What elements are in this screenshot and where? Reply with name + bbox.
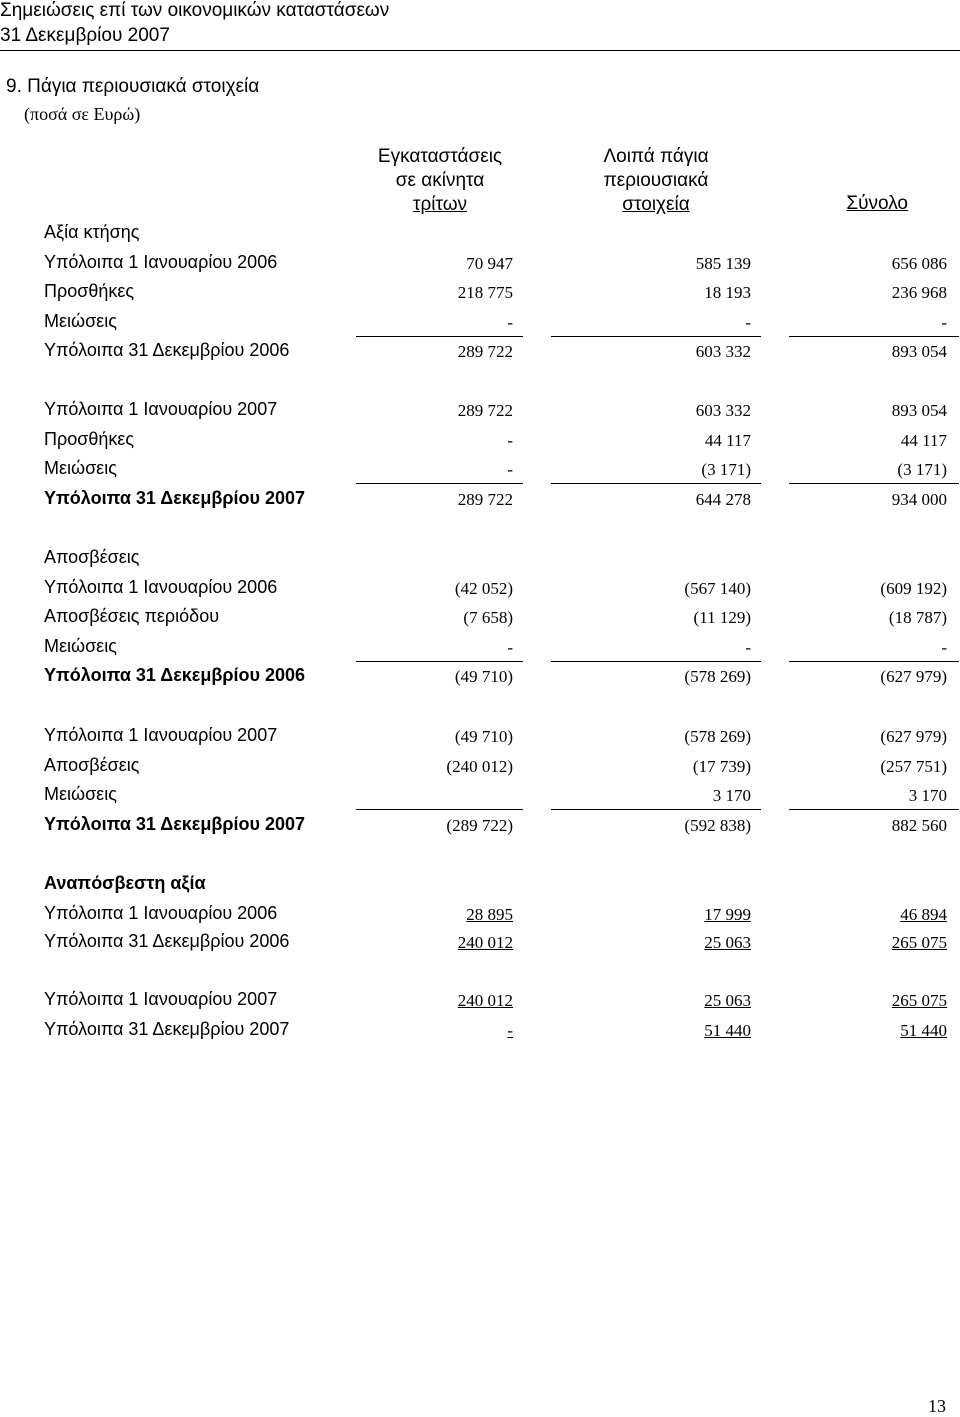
cell-c2: - [745,313,751,332]
cell-c2: (567 140) [684,579,751,598]
row-label: Υπόλοιπα 1 Ιανουαρίου 2007 [44,989,278,1009]
cell-c1: (240 012) [446,757,513,776]
cell-c2: 51 440 [704,1021,751,1040]
cell-c3: 44 117 [900,431,947,450]
cell-c1: (289 722) [446,816,513,835]
cell-c3: (18 787) [888,608,947,627]
table-row [0,1019,960,1045]
cell-c2: 44 117 [704,431,751,450]
row-label: Μειώσεις [44,636,117,656]
table-row [0,989,960,1015]
column-header-line: Λοιπά πάγια [603,146,709,167]
subtotal-rule [356,661,523,662]
cell-c3: - [941,638,947,657]
subtotal-rule [356,336,523,337]
row-label: Αξία κτήσης [44,222,140,242]
column-header-installations [320,145,560,217]
cell-c1: 289 722 [457,490,513,509]
column-header-total: Σύνολο [846,193,908,214]
cell-c1: (49 710) [454,727,513,746]
table-row [0,755,960,781]
cell-c1: - [507,313,513,332]
cell-c2: 585 139 [695,254,751,273]
cell-c3: 265 075 [891,991,947,1010]
subtotal-rule [356,809,523,810]
subtotal-rule [789,661,959,662]
table-row [0,725,960,751]
table-row [0,931,960,957]
column-header-line: στοιχεία [622,194,690,215]
cell-c2: (3 171) [701,460,751,479]
table-row [0,547,960,573]
column-header-line: Εγκαταστάσεις [377,146,503,167]
cell-c2: 3 170 [712,786,751,805]
section-title: 9. Πάγια περιουσιακά στοιχεία [6,76,260,97]
cell-c2: 25 063 [704,933,751,952]
cell-c2: 603 332 [695,401,751,420]
cell-c2: (17 739) [692,757,751,776]
row-label: Υπόλοιπα 31 Δεκεμβρίου 2006 [44,931,290,951]
row-label: Προσθήκες [44,429,135,449]
table-row [0,873,960,899]
subtotal-rule [551,809,761,810]
subtotal-rule [551,483,761,484]
row-label: Αποσβέσεις περιόδου [44,606,220,626]
table-row [0,281,960,307]
table-row [0,665,960,691]
cell-c3: - [941,313,947,332]
document-header-date: 31 Δεκεμβρίου 2007 [0,25,170,46]
cell-c1: 70 947 [466,254,513,273]
cell-c1: 240 012 [457,991,513,1010]
subtotal-rule [551,336,761,337]
table-row [0,429,960,455]
cell-c3: 934 000 [891,490,947,509]
cell-c1: - [507,1021,513,1040]
row-label: Αποσβέσεις [44,547,140,567]
cell-c3: 3 170 [908,786,947,805]
cell-c1: (42 052) [454,579,513,598]
cell-c3: (609 192) [880,579,947,598]
cell-c3: 656 086 [891,254,947,273]
cell-c1: - [507,638,513,657]
cell-c2: (11 129) [693,608,751,627]
table-row [0,458,960,484]
cell-c1: 218 775 [457,283,513,302]
table-row [0,399,960,425]
subtotal-rule [789,809,959,810]
cell-c3: 51 440 [900,1021,947,1040]
row-label: Υπόλοιπα 1 Ιανουαρίου 2007 [44,399,278,419]
cell-c2: (578 269) [684,727,751,746]
row-label: Μειώσεις [44,311,117,331]
cell-c2: - [745,638,751,657]
cell-c1: 289 722 [457,342,513,361]
page-number: 13 [928,1396,946,1416]
cell-c2: (592 838) [684,816,751,835]
row-label: Υπόλοιπα 31 Δεκεμβρίου 2006 [44,665,305,685]
cell-c1: 289 722 [457,401,513,420]
header-divider [0,50,960,51]
table-row [0,311,960,337]
row-label: Υπόλοιπα 1 Ιανουαρίου 2006 [44,903,278,923]
table-row [0,252,960,278]
cell-c3: 882 560 [891,816,947,835]
table-row [0,606,960,632]
table-row [0,340,960,366]
row-label: Υπόλοιπα 1 Ιανουαρίου 2007 [44,725,278,745]
cell-c3: (3 171) [897,460,947,479]
column-header-line: περιουσιακά [603,170,709,191]
cell-c1: - [507,460,513,479]
cell-c3: (627 979) [880,727,947,746]
section-subtitle: (ποσά σε Ευρώ) [24,104,141,124]
cell-c3: 893 054 [891,342,947,361]
row-label: Μειώσεις [44,784,117,804]
table-row [0,488,960,514]
cell-c3: 236 968 [891,283,947,302]
row-label: Υπόλοιπα 31 Δεκεμβρίου 2007 [44,1019,290,1039]
cell-c2: 17 999 [704,905,751,924]
subtotal-rule [789,336,959,337]
subtotal-rule [356,483,523,484]
cell-c1: 28 895 [466,905,513,924]
column-header-line: σε ακίνητα [395,170,485,191]
row-label: Μειώσεις [44,458,117,478]
cell-c2: (578 269) [684,667,751,686]
row-label: Προσθήκες [44,281,135,301]
cell-c1: 240 012 [457,933,513,952]
table-row [0,636,960,662]
cell-c3: (627 979) [880,667,947,686]
cell-c2: 18 193 [704,283,751,302]
row-label: Υπόλοιπα 1 Ιανουαρίου 2006 [44,577,278,597]
table-row [0,577,960,603]
cell-c3: 265 075 [891,933,947,952]
row-label: Υπόλοιπα 31 Δεκεμβρίου 2007 [44,814,305,834]
column-header-line: τρίτων [412,194,468,215]
table-row [0,784,960,810]
cell-c3: 893 054 [891,401,947,420]
cell-c3: 46 894 [900,905,947,924]
table-row [0,814,960,840]
cell-c1: (7 658) [463,608,513,627]
row-label: Υπόλοιπα 31 Δεκεμβρίου 2006 [44,340,290,360]
document-header-title: Σημειώσεις επί των οικονομικών καταστάσεων [0,0,390,21]
table-row [0,903,960,929]
cell-c1: - [507,431,513,450]
table-row [0,222,960,248]
row-label: Υπόλοιπα 1 Ιανουαρίου 2006 [44,252,278,272]
row-label: Υπόλοιπα 31 Δεκεμβρίου 2007 [44,488,305,508]
subtotal-rule [551,661,761,662]
cell-c2: 644 278 [695,490,751,509]
subtotal-rule [789,483,959,484]
row-label: Αποσβέσεις [44,755,140,775]
row-label: Αναπόσβεστη αξία [44,873,206,893]
cell-c3: (257 751) [880,757,947,776]
cell-c2: 25 063 [704,991,751,1010]
column-header-other-assets [536,145,776,217]
cell-c1: (49 710) [454,667,513,686]
cell-c2: 603 332 [695,342,751,361]
